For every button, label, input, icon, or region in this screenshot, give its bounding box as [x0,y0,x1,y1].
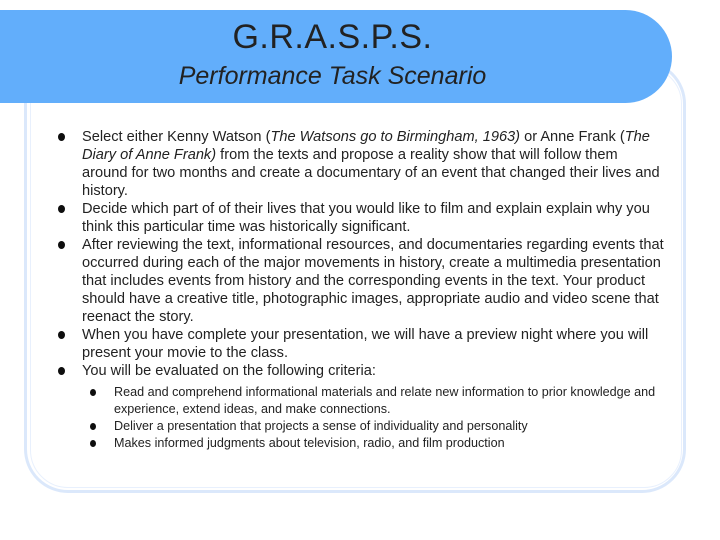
bullet-text [82,327,648,361]
bullet-item [58,128,664,200]
bullet-dot-icon [58,205,65,213]
book-title-text: The Diary of Anne Frank) [82,129,650,163]
bullet-text-part: Decide which part of of their lives that you would like to film and explain explain why you think this particular time was historically significant. [82,201,650,235]
bullet-text [82,237,664,325]
bullet-text-part: from the texts and propose a reality show that will follow them around for two months and create a documentary of an event that changed their lives and history. [82,147,660,199]
bullet-dot-icon [58,331,65,339]
criteria-text: Makes informed judgments about television, radio, and film production [114,436,505,450]
bullet-text [82,201,650,235]
bullet-text-part: You will be evaluated on the following criteria: [82,363,376,379]
bullet-list [58,128,664,452]
bullet-dot-icon [58,241,65,249]
bullet-text-part: When you have complete your presentation, we will have a preview night where you will present your movie to the class. [82,327,649,361]
bullet-text-part: or Anne Frank ( [520,129,625,145]
criteria-list [82,384,664,452]
book-title-text: The Watsons go to Birmingham, 1963) [270,129,521,145]
criteria-item [82,435,664,452]
bullet-item [58,326,664,362]
slide-subtitle: Performance Task Scenario [178,62,487,90]
criteria-text: Read and comprehend informational materials and relate new information to prior knowledge and experience, extend ideas, and make connections. [114,385,656,416]
bullet-dot-icon [90,389,96,396]
bullet-text-part: After reviewing the text, informational resources, and documentaries regarding events that occurred during each of the major movements in history, create a multimedia presentation that includes events from history and the corresponding events in the text. Your product should have a creative title, photographic images, appropriate audio and video scene that reenact the story. [82,237,664,325]
criteria-text: Deliver a presentation that projects a sense of individuality and personality [114,419,528,433]
bullet-dot-icon [90,440,96,447]
bullet-text-part: Select either Kenny Watson ( [82,129,271,145]
slide-title: G.R.A.S.P.S. [232,18,433,56]
bullet-item [58,236,664,326]
bullet-text [82,129,660,199]
criteria-item [82,418,664,435]
bullet-dot-icon [58,133,65,141]
bullet-dot-icon [58,367,65,375]
bullet-item [58,200,664,236]
criteria-item [82,384,664,418]
bullet-dot-icon [90,423,96,430]
bullet-text [82,363,376,379]
bullet-item [58,362,664,452]
